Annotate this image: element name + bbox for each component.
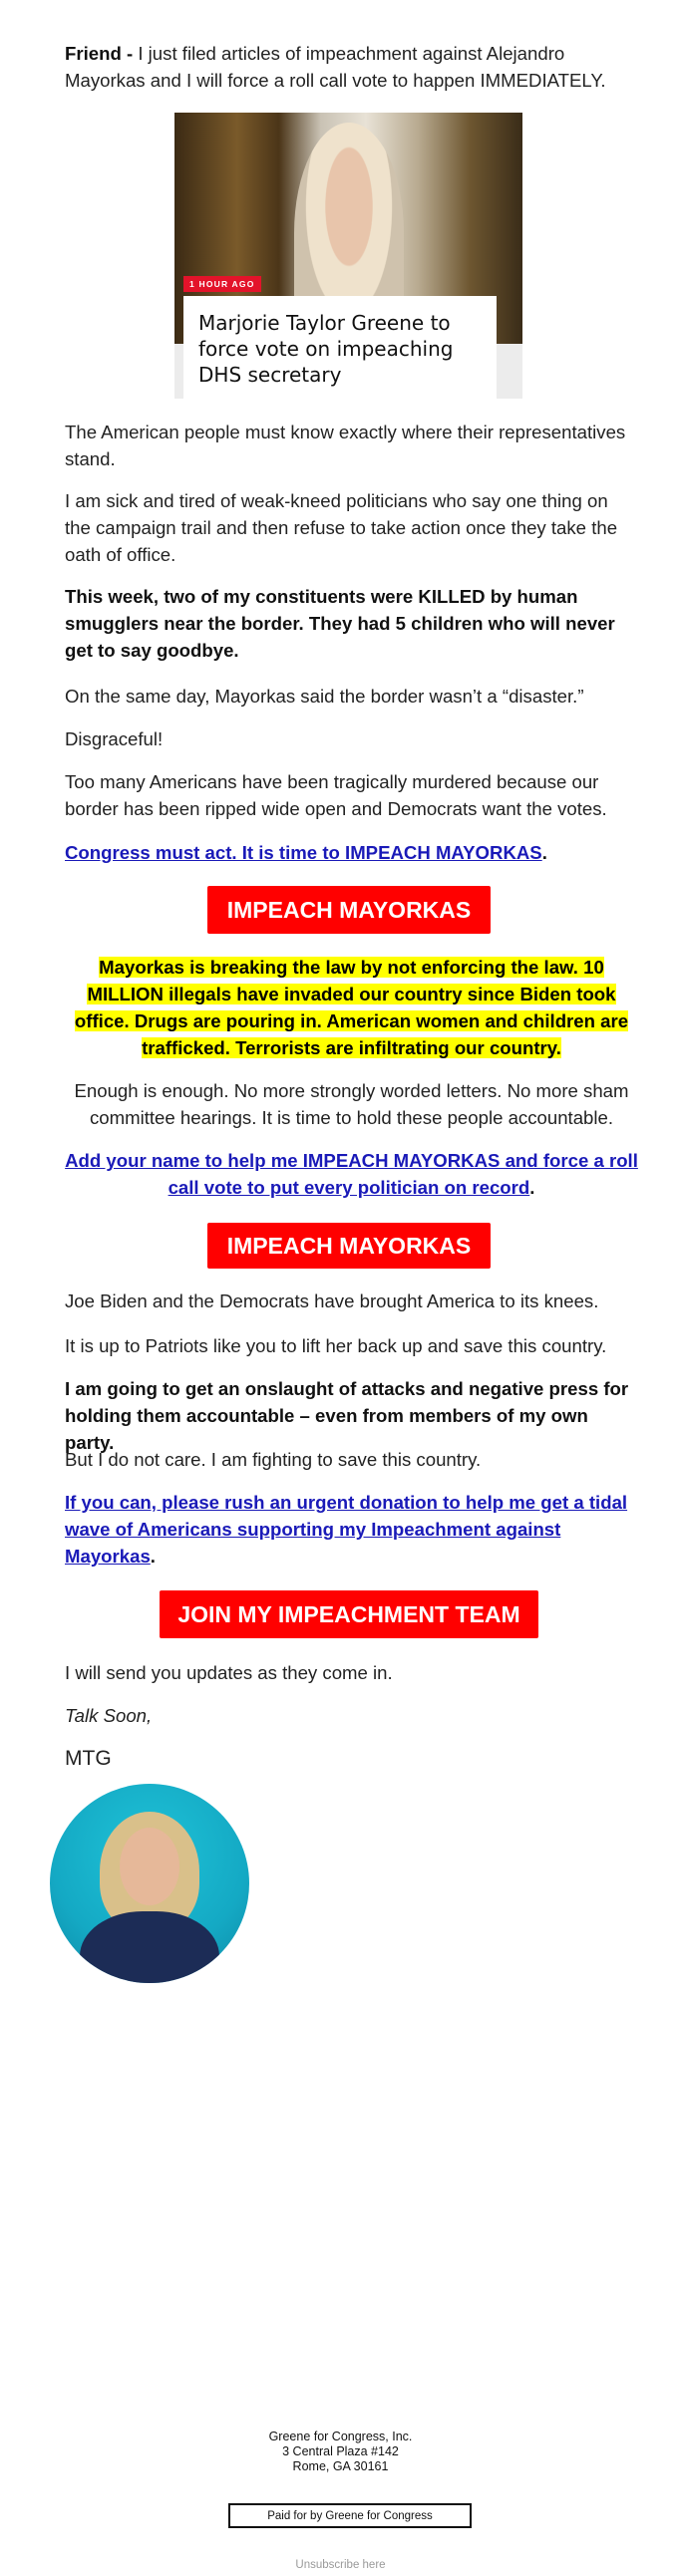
paid-for-box: Paid for by Greene for Congress <box>228 2503 472 2528</box>
donation-link-paragraph <box>65 1489 638 1570</box>
donation-link[interactable]: If you can, please rush an urgent donation to help me get a tidal wave of Americans supporting my Impeachment against Mayorkas <box>65 1492 628 1567</box>
paragraph-8-text: Joe Biden and the Democrats have brought America to its knees. <box>65 1290 599 1311</box>
paragraph-3 <box>65 583 638 664</box>
paragraph-5-text: Disgraceful! <box>65 728 164 749</box>
footer-address-line-2: Rome, GA 30161 <box>292 2459 389 2473</box>
join-team-button[interactable]: JOIN MY IMPEACHMENT TEAM <box>160 1590 538 1638</box>
footer-org: Greene for Congress, Inc. <box>268 2430 413 2443</box>
impeach-link-paragraph <box>65 839 638 866</box>
impeach-button-2[interactable]: IMPEACH MAYORKAS <box>207 1223 491 1269</box>
paragraph-12-text: I will send you updates as they come in. <box>65 1662 393 1683</box>
paragraph-7 <box>65 1077 638 1131</box>
paragraph-1 <box>65 419 638 472</box>
paragraph-6-text: Too many Americans have been tragically murdered because our border has been ripped wide open and Democrats want the votes. <box>65 771 607 819</box>
paragraph-4-text: On the same day, Mayorkas said the border wasn’t a “disaster.” <box>65 686 584 707</box>
paragraph-9-text: It is up to Patriots like you to lift her back up and save this country. <box>65 1335 607 1356</box>
intro-paragraph <box>65 40 638 94</box>
avatar <box>50 1784 249 1983</box>
impeach-link[interactable]: Congress must act. It is time to IMPEACH MAYORKAS <box>65 842 542 863</box>
intro-text: I just filed articles of impeachment against Alejandro Mayorkas and I will force a roll call vote to happen IMMEDIATELY. <box>65 43 606 91</box>
paragraph-11 <box>65 1446 638 1473</box>
paragraph-3-text: This week, two of my constituents were KILLED by human smugglers near the border. They had 5 children who will never get to say goodbye. <box>65 586 615 661</box>
paragraph-8 <box>65 1288 638 1314</box>
signoff-text: Talk Soon, <box>65 1705 153 1726</box>
highlight-paragraph <box>65 954 638 1061</box>
footer-address <box>0 2430 681 2474</box>
signature <box>65 1745 638 1772</box>
paragraph-7-text: Enough is enough. No more strongly worded letters. No more sham committee hearings. It is time to hold these people accountable. <box>74 1080 629 1128</box>
signature-text: MTG <box>65 1747 112 1770</box>
paragraph-1-text: The American people must know exactly where their representatives stand. <box>65 422 626 469</box>
footer-address-line-1: 3 Central Plaza #142 <box>282 2444 399 2458</box>
avatar-body <box>80 1911 219 1983</box>
greeting: Friend - <box>65 43 139 64</box>
article-headline: Marjorie Taylor Greene to force vote on impeaching DHS secretary <box>198 311 454 387</box>
paragraph-10 <box>65 1375 638 1456</box>
highlighted-text: Mayorkas is breaking the law by not enforcing the law. 10 MILLION illegals have invaded our country since Biden took office. Drugs are pouring in. American women and children are trafficked. Terrorists are infiltrating our country. <box>74 957 629 1058</box>
add-name-link[interactable]: Add your name to help me IMPEACH MAYORKAS and force a roll call vote to put every politician on record <box>65 1150 638 1198</box>
time-badge: 1 HOUR AGO <box>183 276 261 292</box>
period: . <box>529 1177 535 1198</box>
news-article-card[interactable] <box>174 113 522 399</box>
period: . <box>150 1546 156 1567</box>
paragraph-4 <box>65 683 638 710</box>
signoff <box>65 1702 638 1729</box>
paragraph-12 <box>65 1659 638 1686</box>
paragraph-9 <box>65 1332 638 1359</box>
avatar-face <box>120 1828 179 1905</box>
paragraph-11-text: But I do not care. I am fighting to save this country. <box>65 1449 482 1470</box>
headline-card <box>183 296 497 399</box>
paragraph-10-text: I am going to get an onslaught of attacks and negative press for holding them accountable – even from members of my own party. <box>65 1378 629 1453</box>
add-name-link-paragraph <box>65 1147 638 1201</box>
period: . <box>541 842 547 863</box>
impeach-button-1[interactable]: IMPEACH MAYORKAS <box>207 886 491 934</box>
paragraph-2 <box>65 487 638 568</box>
unsubscribe-link[interactable]: Unsubscribe here <box>295 2559 386 2571</box>
paragraph-6 <box>65 768 638 822</box>
paragraph-5 <box>65 725 638 752</box>
paragraph-2-text: I am sick and tired of weak-kneed politicians who say one thing on the campaign trail and then refuse to take action once they take the oath of office. <box>65 490 618 565</box>
